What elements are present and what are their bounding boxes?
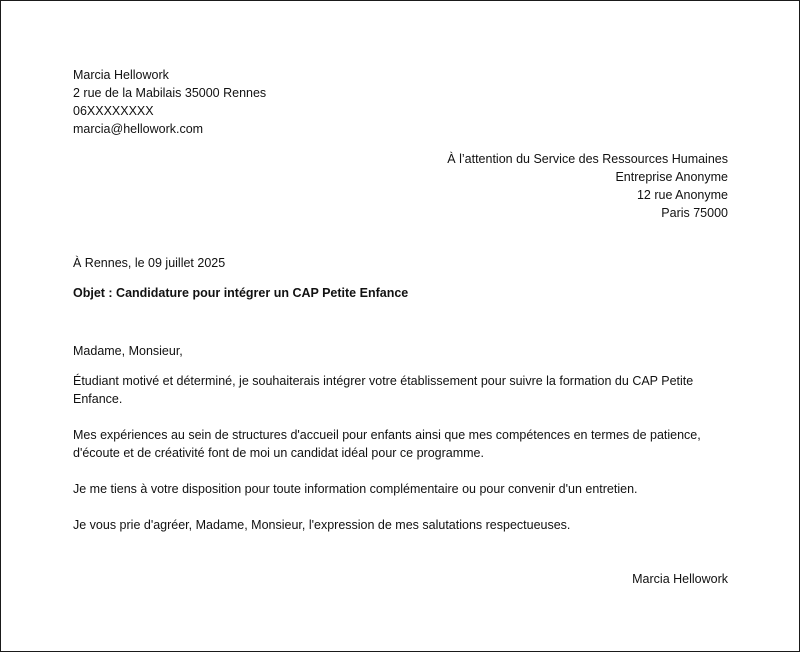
date-line: À Rennes, le 09 juillet 2025 xyxy=(73,256,226,270)
recipient-street: 12 rue Anonyme xyxy=(636,188,728,202)
recipient-company: Entreprise Anonyme xyxy=(615,170,728,184)
recipient-city: Paris 75000 xyxy=(661,206,728,220)
signature: Marcia Hellowork xyxy=(632,572,728,586)
sender-phone: 06XXXXXXXX xyxy=(73,104,154,118)
paragraph-experience: Mes expériences au sein de structures d'accueil pour enfants ainsi que mes compétences en termes de patience, d'écoute et de créativité font de moi un candidat idéal pour ce programme. xyxy=(73,428,701,460)
sender-name: Marcia Hellowork xyxy=(73,68,169,82)
sender-address: 2 rue de la Mabilais 35000 Rennes xyxy=(73,86,267,100)
sender-email: marcia@hellowork.com xyxy=(73,122,204,136)
paragraph-closing: Je vous prie d'agréer, Madame, Monsieur, l'expression de mes salutations respectueuses. xyxy=(73,518,571,532)
recipient-block xyxy=(73,150,728,222)
paragraph-availability: Je me tiens à votre disposition pour toute information complémentaire ou pour convenir d'un entretien. xyxy=(73,482,638,496)
salutation: Madame, Monsieur, xyxy=(73,344,183,358)
paragraph-motivation: Étudiant motivé et déterminé, je souhaiterais intégrer votre établissement pour suivre la formation du CAP Petite Enfance. xyxy=(73,374,694,406)
recipient-attention: À l’attention du Service des Ressources Humaines xyxy=(447,152,728,166)
sender-block xyxy=(73,66,728,138)
subject-line: Objet : Candidature pour intégrer un CAP Petite Enfance xyxy=(73,286,409,300)
